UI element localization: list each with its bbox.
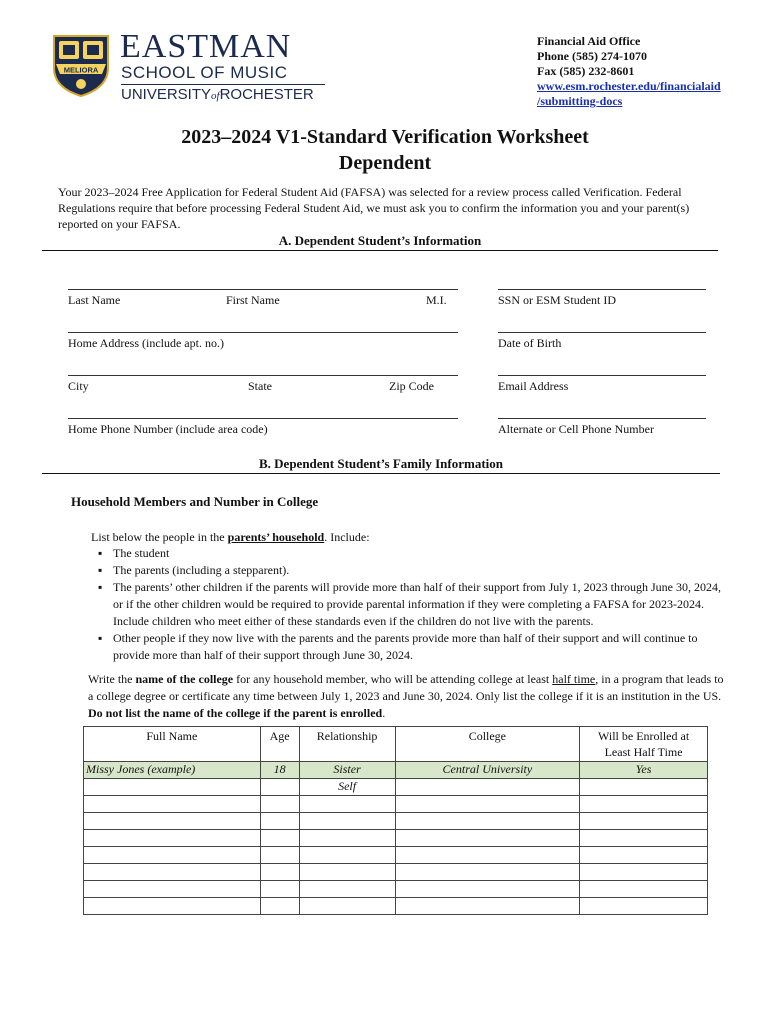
full-name-cell[interactable] [84,864,261,881]
relationship-cell[interactable] [299,830,395,847]
full-name-cell[interactable] [84,813,261,830]
dob-label: Date of Birth [498,336,562,350]
office-fax: Fax (585) 232-8601 [537,64,635,78]
full-name-cell[interactable] [84,830,261,847]
enrolled-cell[interactable] [580,779,708,796]
relationship-self-cell: Self [299,779,395,796]
zip-label: Zip Code [389,379,434,393]
list-item: ▪ The student [97,545,725,562]
list-item: ▪ The parents (including a stepparent). [97,562,725,579]
financial-aid-link-line2[interactable]: /submitting-docs [537,94,623,108]
enrolled-cell[interactable] [580,847,708,864]
enrolled-cell[interactable] [580,796,708,813]
age-cell[interactable] [260,830,299,847]
svg-text:MELIORA: MELIORA [63,65,99,75]
col-full-name: Full Name [84,727,261,762]
full-name-cell[interactable] [84,847,261,864]
household-members-table [83,726,708,915]
logo-university: UNIVERSITYofROCHESTER [121,86,314,103]
state-label: State [248,379,272,393]
email-label: Email Address [498,379,569,393]
page-subtitle: Dependent [338,152,432,174]
col-college: College [395,727,580,762]
office-phone: Phone (585) 274-1070 [537,49,647,63]
first-name-label: First Name [226,293,280,307]
example-college: Central University [395,762,580,779]
full-name-cell[interactable] [84,881,261,898]
age-cell[interactable] [260,779,299,796]
financial-aid-link-line1[interactable]: www.esm.rochester.edu/financialaid [537,79,721,93]
college-cell[interactable] [395,898,580,915]
home-phone-field-line[interactable] [68,418,458,419]
table-row [84,779,708,796]
table-row [84,830,708,847]
relationship-cell[interactable] [299,864,395,881]
dob-field-line[interactable] [498,332,706,333]
enrolled-cell[interactable] [580,864,708,881]
logo-divider [121,84,325,85]
enrolled-cell[interactable] [580,830,708,847]
relationship-cell[interactable] [299,847,395,864]
college-instructions: Write the name of the college for any household member, who will be attending college at least half time, in a program that leads to a college degree or certificate any time between July 1, 2023 and June 30, 2024. Only list the college if it is an institution in the US. Do not list the name of the college if the parent is enrolled. [88,672,724,720]
home-address-field-line[interactable] [68,332,458,333]
email-field-line[interactable] [498,375,706,376]
middle-initial-label: M.I. [426,293,447,307]
full-name-cell[interactable] [84,779,261,796]
page-title: 2023–2024 V1-Standard Verification Worksheet [181,126,589,148]
enrolled-cell[interactable] [580,898,708,915]
college-cell[interactable] [395,881,580,898]
college-cell[interactable] [395,864,580,881]
office-contact-block [537,34,721,109]
table-row [84,898,708,915]
college-cell[interactable] [395,847,580,864]
table-header-row [84,727,708,762]
household-criteria-list [97,545,725,664]
university-crest-logo [52,34,110,98]
office-name: Financial Aid Office [537,34,641,48]
age-cell[interactable] [260,796,299,813]
list-item: ▪ Other people if they now live with the parents and the parents provide more than half of their support and will continue to provide more than half of their support through June 30, 2024. [97,630,725,664]
example-age: 18 [260,762,299,779]
college-cell[interactable] [395,796,580,813]
relationship-cell[interactable] [299,796,395,813]
logo-school-of-music: SCHOOL OF MUSIC [121,63,288,82]
home-phone-label: Home Phone Number (include area code) [68,422,268,436]
alt-phone-field-line[interactable] [498,418,706,419]
college-cell[interactable] [395,830,580,847]
college-cell[interactable] [395,779,580,796]
last-name-label: Last Name [68,293,121,307]
intro-paragraph: Your 2023–2024 Free Application for Federal Student Aid (FAFSA) was selected for a review process called Verification. Federal Regulations require that before processing Federal Student Aid, we must ask you to confirm the information you and your parent(s) reported on your FAFSA. [58,185,690,231]
list-item: ▪ The parents’ other children if the parents will provide more than half of their support from July 1, 2023 through June 30, 2024, or if the other children would be required to provide parental information if they were completing a FAFSA for 2023-2024. Include children who meet either of these standards even if the children do not live with the parents. [97,579,725,630]
table-row [84,881,708,898]
example-enrolled: Yes [580,762,708,779]
relationship-cell[interactable] [299,898,395,915]
ssn-field-line[interactable] [498,289,706,290]
relationship-cell[interactable] [299,813,395,830]
example-full-name: Missy Jones (example) [84,762,261,779]
age-cell[interactable] [260,847,299,864]
col-age: Age [260,727,299,762]
ssn-label: SSN or ESM Student ID [498,293,617,307]
city-label: City [68,379,89,393]
enrolled-cell[interactable] [580,881,708,898]
age-cell[interactable] [260,864,299,881]
enrolled-cell[interactable] [580,813,708,830]
name-field-line[interactable] [68,289,458,290]
full-name-cell[interactable] [84,898,261,915]
full-name-cell[interactable] [84,796,261,813]
section-b-heading: B. Dependent Student’s Family Information [42,456,720,474]
table-row [84,813,708,830]
relationship-cell[interactable] [299,881,395,898]
city-state-zip-field-line[interactable] [68,375,458,376]
age-cell[interactable] [260,881,299,898]
age-cell[interactable] [260,813,299,830]
list-intro: List below the people in the parents’ household. Include: [91,530,370,544]
age-cell[interactable] [260,898,299,915]
example-relationship: Sister [299,762,395,779]
col-relationship: Relationship [299,727,395,762]
col-enrolled: Will be Enrolled at Least Half Time [580,727,708,762]
household-subheading: Household Members and Number in College [71,494,319,509]
logo-eastman: EASTMAN [120,28,292,65]
table-row [84,847,708,864]
example-row [84,762,708,779]
alt-phone-label: Alternate or Cell Phone Number [498,422,654,436]
college-cell[interactable] [395,813,580,830]
section-a-heading: A. Dependent Student’s Information [42,233,718,251]
table-row [84,864,708,881]
table-row [84,796,708,813]
home-address-label: Home Address (include apt. no.) [68,336,224,350]
